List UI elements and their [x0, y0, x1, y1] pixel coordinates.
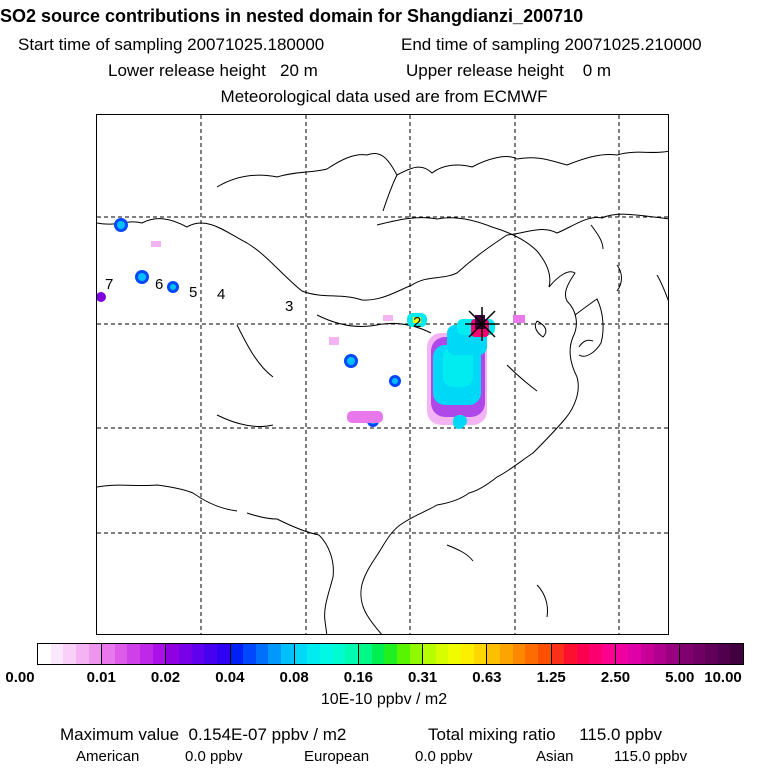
coastlines — [97, 151, 669, 635]
map-label-2: 2 — [413, 314, 422, 331]
colorbar-swatch — [654, 644, 667, 664]
lat-lon-grid — [97, 115, 669, 635]
colorbar-swatch — [487, 644, 500, 664]
max-value-label: Maximum value — [60, 725, 180, 744]
colorbar-swatch — [448, 644, 461, 664]
colorbar-tick-label: 0.31 — [408, 669, 438, 686]
colorbar-segment — [295, 644, 359, 664]
colorbar-swatch — [102, 644, 115, 664]
colorbar-segment — [423, 644, 487, 664]
colorbar-tick-label: 0.01 — [86, 669, 116, 686]
colorbar-segment — [616, 644, 680, 664]
colorbar-swatch — [693, 644, 706, 664]
colorbar-segment — [102, 644, 166, 664]
colorbar-swatch — [179, 644, 192, 664]
lower-release-value: 20 m — [280, 61, 318, 80]
colorbar-swatch — [500, 644, 513, 664]
colorbar-swatch — [231, 644, 244, 664]
colorbar-swatch — [268, 644, 281, 664]
start-time-label: Start time of sampling — [18, 35, 183, 54]
colorbar-swatch — [552, 644, 565, 664]
colorbar-swatch — [680, 644, 693, 664]
asterisk-icon — [465, 307, 499, 341]
colorbar-tick-label: 0.63 — [472, 669, 502, 686]
colorbar-tick-label: 10.00 — [704, 669, 742, 686]
colorbar-swatch — [166, 644, 179, 664]
colorbar-swatch — [256, 644, 269, 664]
max-value — [60, 725, 346, 745]
asian-label: Asian — [536, 748, 574, 765]
colorbar-unit: 10E-10 ppbv / m2 — [320, 691, 448, 708]
colorbar-swatch — [204, 644, 217, 664]
american-label: American — [76, 748, 140, 765]
end-time — [401, 35, 702, 55]
upper-release-label: Upper release height — [406, 61, 564, 80]
map-canvas — [97, 115, 669, 635]
colorbar-tick-label: 0.04 — [215, 669, 245, 686]
colorbar-swatch — [589, 644, 602, 664]
colorbar-tick-label: 5.00 — [665, 669, 695, 686]
colorbar-swatch — [372, 644, 385, 664]
colorbar-segment — [359, 644, 423, 664]
colorbar-swatch — [127, 644, 140, 664]
colorbar-swatch — [410, 644, 423, 664]
colorbar-segment — [38, 644, 102, 664]
colorbar-tick-label: 0.08 — [279, 669, 309, 686]
colorbar-tick-label: 0.00 — [5, 669, 35, 686]
colorbar-tick-label: 0.16 — [343, 669, 373, 686]
colorbar-swatch — [423, 644, 436, 664]
colorbar-segment — [680, 644, 743, 664]
map-label-3: 3 — [285, 298, 294, 315]
colorbar-swatch — [295, 644, 308, 664]
colorbar-swatch — [641, 644, 654, 664]
upper-release-value: 0 m — [582, 61, 612, 80]
colorbar-tick-label: 0.02 — [150, 669, 181, 686]
colorbar-swatch — [718, 644, 731, 664]
colorbar-swatch — [333, 644, 346, 664]
colorbar-swatch — [51, 644, 64, 664]
colorbar-swatch — [359, 644, 372, 664]
end-time-label: End time of sampling — [401, 35, 560, 54]
colorbar-swatch — [397, 644, 410, 664]
total-mixing-ratio — [428, 725, 662, 745]
colorbar-segment — [231, 644, 295, 664]
map-label-7: 7 — [105, 276, 114, 293]
colorbar-swatch — [63, 644, 76, 664]
lower-release-height — [108, 61, 318, 81]
colorbar-swatch — [513, 644, 526, 664]
european-label: European — [304, 748, 370, 765]
met-data-note: Meteorological data used are from ECMWF — [220, 87, 548, 106]
colorbar-swatch — [307, 644, 320, 664]
colorbar-swatch — [384, 644, 397, 664]
page-title: SO2 source contributions in nested domain for Shangdianzi_200710 — [0, 6, 584, 26]
upper-release-height — [406, 61, 611, 81]
colorbar-swatch — [192, 644, 205, 664]
colorbar-swatch — [38, 644, 51, 664]
colorbar-swatch — [76, 644, 89, 664]
colorbar-swatch — [538, 644, 551, 664]
colorbar-swatch — [89, 644, 102, 664]
colorbar-swatch — [243, 644, 256, 664]
colorbar-swatch — [666, 644, 679, 664]
map-label-5: 5 — [189, 284, 198, 301]
colorbar — [37, 643, 744, 665]
colorbar-swatch — [461, 644, 474, 664]
map-panel — [96, 114, 669, 635]
lower-release-label: Lower release height — [108, 61, 266, 80]
colorbar-swatch — [281, 644, 294, 664]
colorbar-swatch — [140, 644, 153, 664]
colorbar-swatch — [217, 644, 230, 664]
colorbar-swatch — [564, 644, 577, 664]
american-value: 0.0 ppbv — [185, 748, 243, 765]
colorbar-swatch — [577, 644, 590, 664]
colorbar-swatch — [602, 644, 615, 664]
colorbar-tick-label: 1.25 — [536, 669, 566, 686]
colorbar-segment — [487, 644, 551, 664]
map-label-6: 6 — [155, 276, 164, 293]
colorbar-segment — [552, 644, 616, 664]
colorbar-swatch — [474, 644, 487, 664]
colorbar-swatch — [115, 644, 128, 664]
colorbar-swatch — [616, 644, 629, 664]
colorbar-swatch — [628, 644, 641, 664]
colorbar-swatch — [705, 644, 718, 664]
colorbar-swatch — [345, 644, 358, 664]
european-value: 0.0 ppbv — [415, 748, 473, 765]
asian-value: 115.0 ppbv — [614, 748, 688, 765]
map-label-4: 4 — [217, 286, 226, 303]
end-time-value: 20071025.210000 — [564, 35, 702, 54]
total-mixing-value: 115.0 ppbv — [579, 725, 663, 744]
total-mixing-label: Total mixing ratio — [428, 725, 556, 744]
start-time — [18, 35, 324, 55]
colorbar-swatch — [153, 644, 166, 664]
colorbar-swatch — [436, 644, 449, 664]
colorbar-swatch — [320, 644, 333, 664]
max-value-number: 0.154E-07 ppbv / m2 — [188, 725, 347, 744]
colorbar-tick-label: 2.50 — [600, 669, 631, 686]
colorbar-segment — [166, 644, 230, 664]
colorbar-swatch — [730, 644, 743, 664]
colorbar-swatch — [525, 644, 538, 664]
start-time-value: 20071025.180000 — [187, 35, 325, 54]
